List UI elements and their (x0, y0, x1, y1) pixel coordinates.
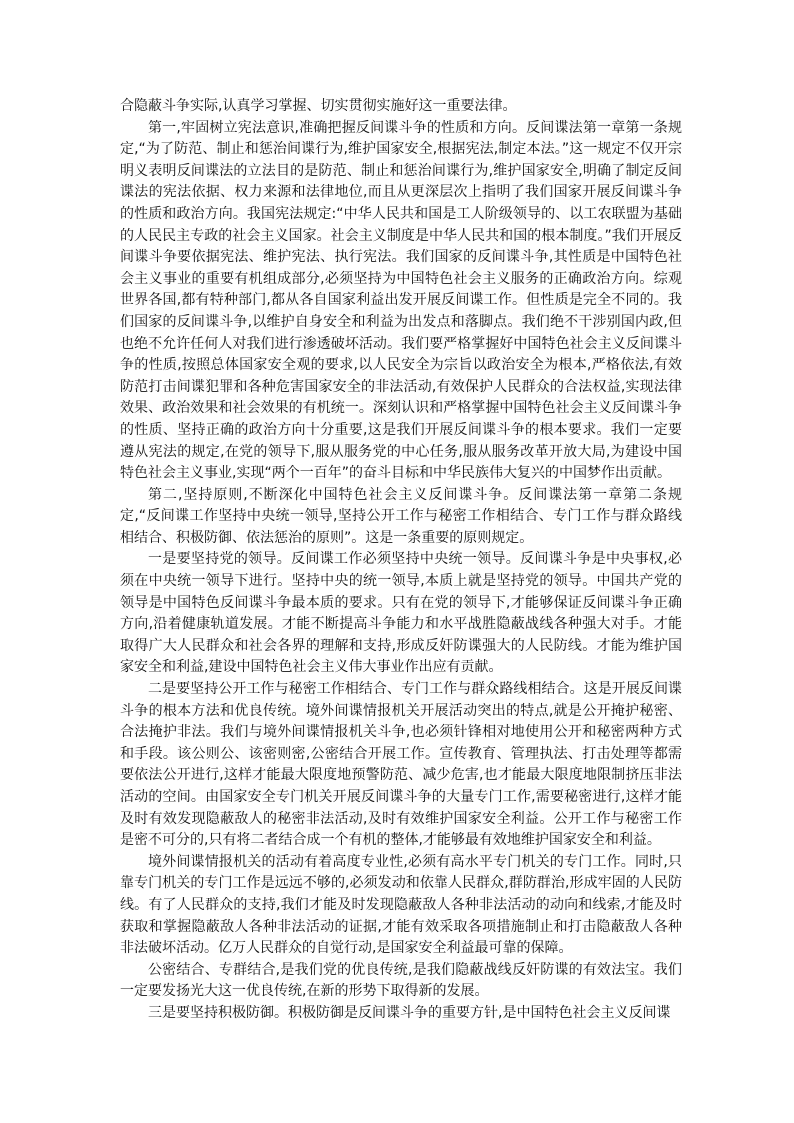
paragraph-tradition: 公密结合、专群结合,是我们党的优良传统,是我们隐蔽战线反奸防谍的有效法宝。我们一定要发扬光大这一优良传统,在新的形势下取得新的发展。 (120, 961, 682, 1000)
body-text (120, 96, 682, 1025)
paragraph-active-defense: 三是要坚持积极防御。积极防御是反间谍斗争的重要方针,是中国特色社会主义反间谍 (148, 1004, 671, 1021)
paragraph-mass-line: 境外间谍情报机关的活动有着高度专业性,必须有高水平专门机关的专门工作。同时,只靠专门机关的专门工作是远远不够的,必须发动和依靠人民群众,群防群治,形成牢固的人民防线。有了人民群众的支持,我们才能及时发现隐蔽敌人各种非法活动的动向和线索,才能及时获取和掌握隐蔽敌人各种非法活动的证据,才能有效采取各项措施制止和打击隐蔽敌人各种非法破坏活动。亿万人民群众的自觉行动,是国家安全利益最可靠的保障。 (120, 853, 682, 957)
paragraph-first-point: 第一,牢固树立宪法意识,准确把握反间谍斗争的性质和方向。反间谍法第一章第一条规定,“为了防范、制止和惩治间谍行为,维护国家安全,根据宪法,制定本法。”这一规定不仅开宗明义表明反间谍法的立法目的是防范、制止和惩治间谍行为,维护国家安全,明确了制定反间谍法的宪法依据、权力来源和法律地位,而且从更深层次上指明了我们国家开展反间谍斗争的性质和政治方向。我国宪法规定:“中华人民共和国是工人阶级领导的、以工农联盟为基础的人民民主专政的社会主义国家。社会主义制度是中华人民共和国的根本制度。”我们开展反间谍斗争要依据宪法、维护宪法、执行宪法。我们国家的反间谍斗争,其性质是中国特色社会主义事业的重要有机组成部分,必须坚持为中国特色社会主义服务的正确政治方向。综观世界各国,都有特种部门,都从各自国家利益出发开展反间谍工作。但性质是完全不同的。我们国家的反间谍斗争,以维护自身安全和利益为出发点和落脚点。我们绝不干涉别国内政,但也绝不允许任何人对我们进行渗透破坏活动。我们要严格掌握好中国特色社会主义反间谍斗争的性质,按照总体国家安全观的要求,以人民安全为宗旨以政治安全为根本,严格依法,有效防范打击间谍犯罪和各种危害国家安全的非法活动,有效保护人民群众的合法权益,实现法律效果、政治效果和社会效果的有机统一。深刻认识和严格掌握中国特色社会主义反间谍斗争的性质、坚持正确的政治方向十分重要,这是我们开展反间谍斗争的根本要求。我们一定要遵从宪法的规定,在党的领导下,服从服务党的中心任务,服从服务改革开放大局,为建设中国特色社会主义事业,实现“两个一百年”的奋斗目标和中华民族伟大复兴的中国梦作出贡献。 (120, 119, 682, 482)
paragraph-open-and-secret-work: 二是要坚持公开工作与秘密工作相结合、专门工作与群众路线相结合。这是开展反间谍斗争的根本方法和优良传统。境外间谍情报机关开展活动突出的特点,就是公开掩护秘密、合法掩护非法。我们与境外间谍情报机关斗争,也必须针锋相对地使用公开和秘密两种方式和手段。该公则公、该密则密,公密结合开展工作。宣传教育、管理执法、打击处理等都需要依法公开进行,这样才能最大限度地预警防范、减少危害,也才能最大限度地限制挤压非法活动的空间。由国家安全专门机关开展反间谍斗争的大量专门工作,需要秘密进行,这样才能及时有效发现隐蔽敌人的秘密非法活动,及时有效维护国家安全利益。公开工作与秘密工作是密不可分的,只有将二者结合成一个有机的整体,才能够最有效地维护国家安全和利益。 (120, 681, 682, 849)
paragraph-second-point: 第二,坚持原则,不断深化中国特色社会主义反间谍斗争。反间谍法第一章第二条规定,“反间谍工作坚持中央统一领导,坚持公开工作与秘密工作相结合、专门工作与群众路线相结合、积极防御、依法惩治的原则”。这是一条重要的原则规定。 (120, 486, 682, 546)
paragraph-intro: 合隐蔽斗争实际,认真学习掌握、切实贯彻实施好这一重要法律。 (120, 98, 517, 114)
paragraph-party-leadership: 一是要坚持党的领导。反间谍工作必须坚持中央统一领导。反间谍斗争是中央事权,必须在中央统一领导下进行。坚持中央的统一领导,本质上就是坚持党的领导。中国共产党的领导是中国特色反间谍斗争最本质的要求。只有在党的领导下,才能够保证反间谍斗争正确方向,沿着健康轨道发展。才能不断提高斗争能力和水平战胜隐蔽战线各种强大对手。才能取得广大人民群众和社会各界的理解和支持,形成反奸防谍强大的人民防线。才能为维护国家安全和利益,建设中国特色社会主义伟大事业作出应有贡献。 (120, 551, 682, 676)
